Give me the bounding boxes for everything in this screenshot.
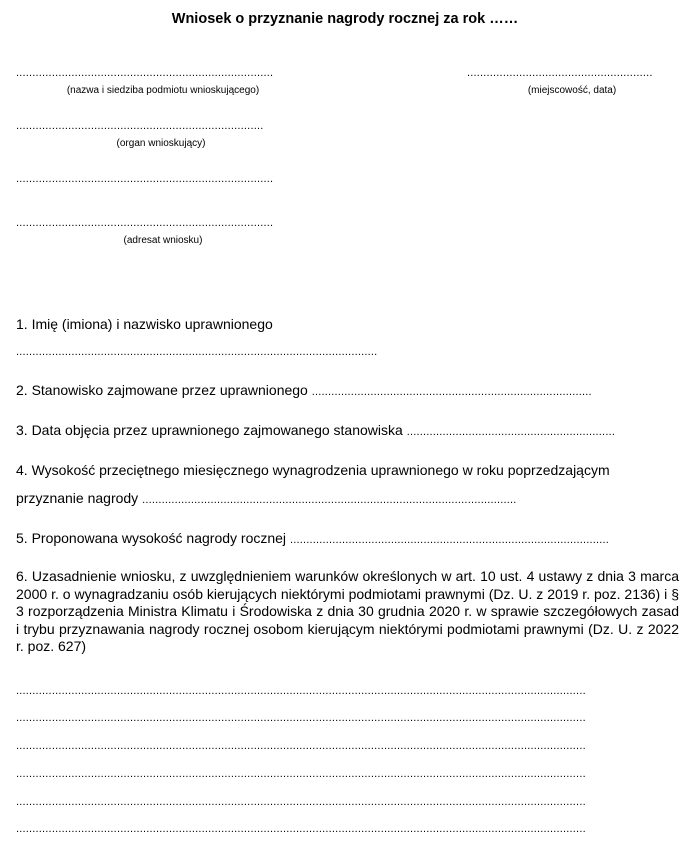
organ-field[interactable]: ............................................................................ xyxy=(16,120,264,132)
justification-line-1[interactable]: ............................................................................................................................................................................... xyxy=(16,685,586,697)
q6-text: 6. Uzasadnienie wniosku, z uwzględnieniem warunków określonych w art. 10 ust. 4 ustawy z dnia 3 marca 2000 r. o wynagradzaniu osób kierujących niektórymi podmiotami prawnymi (Dz. U. z 2019 r. poz. 2136) i § 3 rozporządzenia Ministra Klimatu i Środowiska z dnia 30 grudnia 2020 r. w sprawie szczegółowych zasad i trybu przyznawania nagrody rocznej osobom kierującym niektórymi podmiotami prawnymi (Dz. U. z 2022 r. poz. 627) xyxy=(16,568,679,654)
q3-label xyxy=(16,421,615,439)
applicant-caption: (nazwa i siedziba podmiotu wnioskującego) xyxy=(66,85,260,96)
q4-field[interactable]: ................................................................................................................... xyxy=(142,494,517,506)
justification-line-5[interactable]: ............................................................................................................................................................................... xyxy=(16,796,586,808)
q4-label-cont xyxy=(16,489,517,507)
q5-field[interactable]: .................................................................................................. xyxy=(289,534,610,546)
q5-label-text: 5. Proponowana wysokość nagrody rocznej xyxy=(16,530,287,546)
place-date-caption: (miejscowość, data) xyxy=(527,85,617,96)
addressee-caption: (adresat wniosku) xyxy=(123,235,203,246)
q4-label-cont-text: przyznanie nagrody xyxy=(16,490,139,506)
place-date-field[interactable]: ......................................................... xyxy=(467,67,653,79)
q4-label: 4. Wysokość przeciętnego miesięcznego wynagrodzenia uprawnionego w roku poprzedzającym xyxy=(16,462,610,478)
q3-field[interactable]: ................................................................ xyxy=(406,426,616,438)
justification-line-4[interactable]: ............................................................................................................................................................................... xyxy=(16,768,586,780)
q2-label xyxy=(16,381,592,399)
addressee-field[interactable]: ............................................................................... xyxy=(16,217,274,229)
organ-caption: (organ wnioskujący) xyxy=(116,138,206,149)
q5-label xyxy=(16,529,609,547)
q1-field[interactable]: ............................................................................................................... xyxy=(16,346,378,358)
organ-field-2[interactable]: ............................................................................... xyxy=(16,173,274,185)
justification-line-3[interactable]: ............................................................................................................................................................................... xyxy=(16,740,586,752)
q3-label-text: 3. Data objęcia przez uprawnionego zajmowanego stanowiska xyxy=(16,422,403,438)
q2-field[interactable]: ...................................................................................... xyxy=(311,386,592,398)
q1-label: 1. Imię (imiona) i nazwisko uprawnionego xyxy=(16,316,273,332)
q2-label-text: 2. Stanowisko zajmowane przez uprawnionego xyxy=(16,382,308,398)
justification-line-2[interactable]: ............................................................................................................................................................................... xyxy=(16,712,586,724)
form-title: Wniosek o przyznanie nagrody rocznej za rok …… xyxy=(171,11,519,27)
applicant-field[interactable]: ............................................................................... xyxy=(16,67,274,79)
justification-line-6[interactable]: ............................................................................................................................................................................... xyxy=(16,823,586,835)
